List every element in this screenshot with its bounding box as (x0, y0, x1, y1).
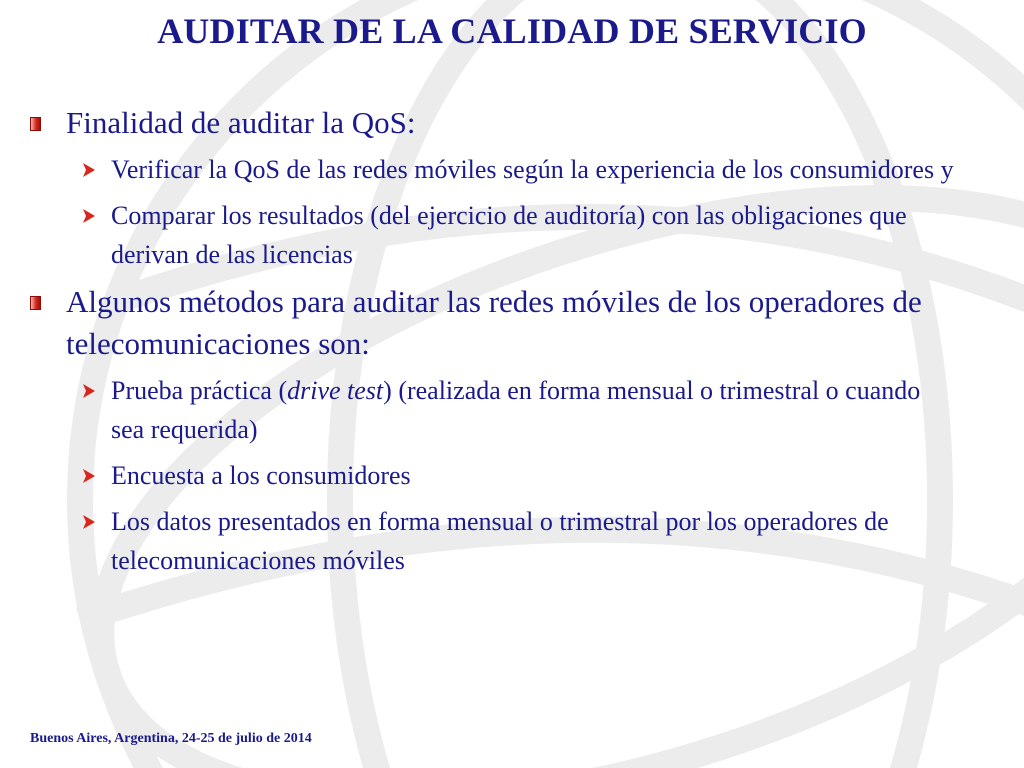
red-arrow-bullet-icon (83, 469, 95, 483)
sub-bullet-verificar (26, 150, 956, 189)
red-square-bullet-icon (30, 296, 41, 310)
footer-event-info: Buenos Aires, Argentina, 24-25 de julio de 2014 (30, 731, 312, 746)
sub-bullet-datos (26, 502, 956, 580)
sub-bullet-text-prefix: Prueba práctica ( (111, 376, 288, 405)
sub-bullet-text: Comparar los resultados (del ejercicio de auditoría) con las obligaciones que derivan de las licencias (111, 201, 907, 269)
red-arrow-bullet-icon (83, 209, 95, 223)
sub-bullet-prueba (26, 371, 956, 449)
red-arrow-bullet-icon (83, 163, 95, 177)
sub-bullet-text: Verificar la QoS de las redes móviles según la experiencia de los consumidores y (111, 155, 954, 184)
red-arrow-bullet-icon (83, 515, 95, 529)
sub-bullet-text: Encuesta a los consumidores (111, 461, 411, 490)
sub-bullet-text-suffix: ) (realizada en forma mensual o trimestral o cuando sea requerida) (111, 376, 921, 444)
sub-bullet-comparar (26, 196, 956, 274)
bullet-metodos (26, 281, 956, 365)
sub-bullet-text-italic: drive test (287, 376, 384, 405)
bullet-finalidad (26, 102, 956, 144)
bullet-text: Finalidad de auditar la QoS: (66, 105, 416, 140)
red-arrow-bullet-icon (83, 384, 95, 398)
bullet-text: Algunos métodos para auditar las redes móviles de los operadores de telecomunicaciones son: (66, 284, 922, 361)
sub-bullet-encuesta (26, 456, 956, 495)
slide-content (26, 102, 956, 587)
slide-title: AUDITAR DE LA CALIDAD DE SERVICIO (157, 11, 867, 51)
sub-bullet-text: Los datos presentados en forma mensual o trimestral por los operadores de telecomunicaciones móviles (111, 507, 889, 575)
red-square-bullet-icon (30, 117, 41, 131)
